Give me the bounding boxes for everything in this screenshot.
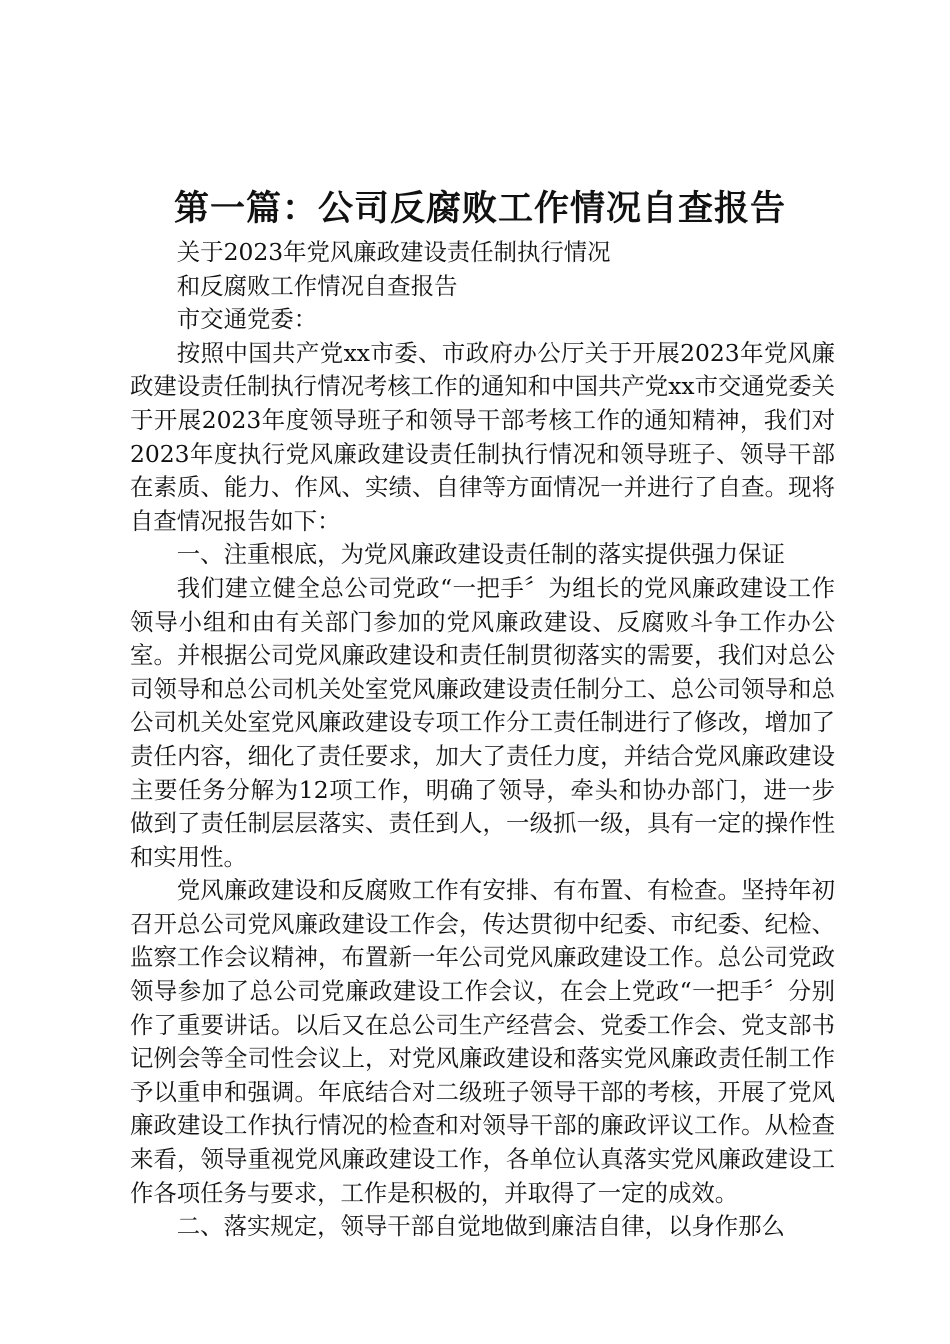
paragraph-leadership-group: 我们建立健全总公司党政“一把手〞为组长的党风廉政建设工作领导小组和由有关部门参加的党风廉政建设、反腐败斗争工作办公室。并根据公司党风廉政建设和责任制贯彻落实的需要，我们对总公司领导和总公司机关处室党风廉政建设责任制分工、总公司领导和总公司机关处室党风廉政建设专项工作分工责任制进行了修改，增加了责任内容，细化了责任要求，加大了责任力度，并结合党风廉政建设主要任务分解为12项工作，明确了领导，牵头和协办部门，进一步做到了责任制层层落实、责任到人，一级抓一级，具有一定的操作性和实用性。: [130, 573, 835, 871]
section-heading-2: 二、落实规定，领导干部自觉地做到廉洁自律，以身作那么: [176, 1212, 785, 1241]
document-body: [130, 236, 835, 1244]
subtitle-line-2: 和反腐败工作情况自查报告: [176, 271, 458, 300]
paragraph-work-arrangement: 党风廉政建设和反腐败工作有安排、有布置、有检查。坚持年初召开总公司党风廉政建设工作会，传达贯彻中纪委、市纪委、纪检、监察工作会议精神，布置新一年公司党风廉政建设工作。总公司党政领导参加了总公司党廉政建设工作会议，在会上党政“一把手〞分别作了重要讲话。以后又在总公司生产经营会、党委工作会、党支部书记例会等全司性会议上，对党风廉政建设和落实党风廉政责任制工作予以重申和强调。年底结合对二级班子领导干部的考核，开展了党风廉政建设工作执行情况的检查和对领导干部的廉政评议工作。从检查来看，领导重视党风廉政建设工作，各单位认真落实党风廉政建设工作各项任务与要求，工作是积极的，并取得了一定的成效。: [130, 876, 835, 1207]
paragraph-intro: 按照中国共产党xx市委、市政府办公厅关于开展2023年党风廉政建设责任制执行情况考核工作的通知和中国共产党xx市交通党委关于开展2023年度领导班子和领导干部考核工作的通知精神，我们对2023年度执行党风廉政建设责任制执行情况和领导班子、领导干部在素质、能力、作风、实绩、自律等方面情况一并进行了自查。现将自查情况报告如下：: [130, 338, 835, 535]
salutation: 市交通党委：: [176, 305, 318, 334]
subtitle-line-1: 关于2023年党风廉政建设责任制执行情况: [176, 238, 611, 266]
document-title: 第一篇：公司反腐败工作情况自查报告: [173, 189, 786, 229]
section-heading-1: 一、注重根底，为党风廉政建设责任制的落实提供强力保证: [176, 540, 785, 569]
